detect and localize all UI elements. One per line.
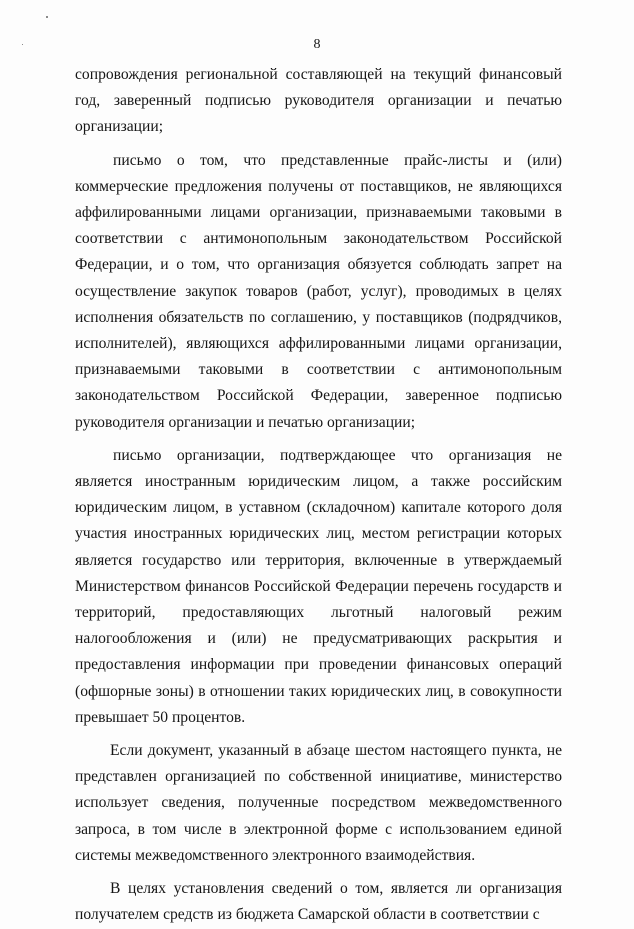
paragraph-pricelist-letter: письмо о том, что представленные прайс-листы и (или) коммерческие предложения получены от поставщиков, не являющихся аффилированными лицами организации, признаваемыми таковыми в соответствии с антимонопольным законодательством Российской Федерации, и о том, что организация обязуется соблюдать запрет на осуществление закупок товаров (работ, услуг), проводимых в целях исполнения обязательств по соглашению, у поставщиков (подрядчиков, исполнителей), являющихся аффилированными лицами организации, признаваемыми таковыми в соответствии с антимонопольным законодательством Российской Федерации, заверенное подписью руководителя организации и печатью организации; [75, 151, 562, 431]
paragraph-interagency-request: Если документ, указанный в абзаце шестом настоящего пункта, не представлен организацией по собственной инициативе, министерство использует сведения, полученные посредством межведомственного запроса, в том числе в электронной форме с использованием единой системы межведомственного электронного взаимодействия. [75, 742, 562, 864]
paragraph-budget-recipient: В целях установления сведений о том, является ли организация получателем средств из бюджета Самарской области в соответствии с [75, 880, 562, 924]
body-text [75, 62, 562, 929]
page-number: 8 [313, 37, 321, 52]
scan-speck [46, 16, 48, 18]
paragraph-continuation: сопровождения региональной составляющей на текущий финансовый год, заверенный подписью руководителя организации и печатью организации; [75, 66, 562, 136]
paragraph-foreign-entity-letter: письмо организации, подтверждающее что организация не является иностранным юридическим лицом, а также российским юридическим лицом, в уставном (складочном) капитале которого доля участия иностранных юридических лиц, местом регистрации которых является государство или территория, включенные в утверждаемый Министерством финансов Российской Федерации перечень государств и территорий, предоставляющих льготный налоговый режим налогообложения и (или) не предусматривающих раскрытия и предоставления информации при проведении финансовых операций (офшорные зоны) в отношении таких юридических лиц, в совокупности превышает 50 процентов. [75, 446, 562, 726]
